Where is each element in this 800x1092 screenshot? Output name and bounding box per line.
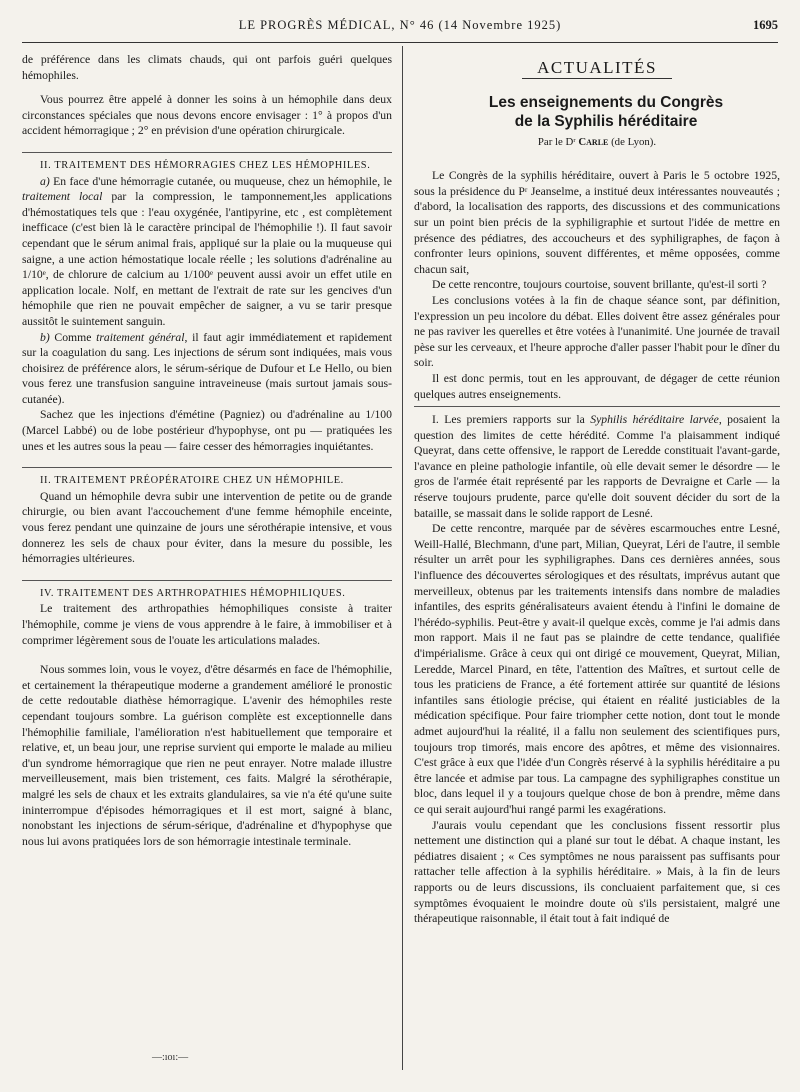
body-paragraph: b) Comme traitement général, il faut agir immédiatement et rapidement sur la coagulation du sang. Les injections de sérum sont indiquées, mais vous choisirez de préférence alors, le sérum-sérique de Dufour et Le Hello, ou bien vous ferez une transfusion sanguine intraveineuse (mais surtout jamais sous-cutanée). <box>22 330 392 406</box>
body-paragraph: I. Les premiers rapports sur la Syphilis héréditaire larvée, posaient la question des limites de cette hérédité. Comme l'a plaisamment indiqué Queyrat, dans cette offensive, le rapport de Leredde constituait l'avant-garde, l'avance en pleine pathologie infantile, où elle devait semer le désordre — le gros de l'armée était représenté par les rapports de Devraigne et Carle — la réserve toujours prudente, parce qu'elle doit souvent décider du sort de la bataille, se massait dans le solide rapport de Lesné. <box>414 413 780 520</box>
section-heading: IV. TRAITEMENT DES ARTHROPATHIES HÉMOPHILIQUES. <box>40 587 346 599</box>
conclusion-paragraph: Nous sommes loin, vous le voyez, d'être désarmés en face de l'hémophilie, et certainement la thérapeutique moderne a grandement amélioré le pronostic de cette redoutable diathèse hémorragique. L'avenir des hémophiles reste cependant toujours sombre. La guérison complète est exceptionnelle dans l'hémophilie familiale, l'amélioration n'est habituellement que temporaire et relative, et, un beau jour, une reprise survient qui emporte le malade au milieu d'un syndrome hémorragique que rien ne peut enrayer. Notre malade illustre merveilleusement, mais bien tristement, ces faits. Malgré la sérothérapie, malgré les sels de chaux et les extraits glandulaires, sa vie n'a été qu'une suite ininterrompue d'épisodes hémorragiques et il est mort, saigné à blanc, nonobstant les injections de sérum-sérique, d'adrénaline et d'hypophyse que nous lui avons pratiquées lors de son hémorragie intestinale terminale. <box>22 663 392 848</box>
body-paragraph: Le Congrès de la syphilis héréditaire, ouvert à Paris le 5 octobre 1925, sous la présidence du Pʳ Jeanselme, a institué deux intéressantes nouveautés ; d'abord, la localisation des rapports, des discussions et des communications sur un point bien précis de la syphiligraphie et surtout l'idée de mettre en présence des pédiatres, des accoucheurs et des syphiligraphes, de façon à confronter leurs opinions, souvent différentes, et même opposées, comme chacun sait, <box>414 169 780 276</box>
section-divider <box>414 406 780 407</box>
column-rule <box>402 46 403 1070</box>
article-title: Les enseignements du Congrès <box>488 93 724 111</box>
body-paragraph: a) En face d'une hémorragie cutanée, ou muqueuse, chez un hémophile, le traitement local par la compression, le tamponnement,les applications d'hémostatiques tels que : l'eau oxygénée, l'antipyrine, etc , est complètement inefficace (c'est bien là le caractère principal de l'hémophilie !). Il faut savoir cependant que le sérum animal frais, appliqué sur la plaie ou la muqueuse qui saigne, a une action hémostatique locale réelle ; les solutions d'adrénaline au 1/10ᵉ, de chlorure de calcium au 1/100ᵉ peuvent aussi avoir un effet utile en application locale. Nolf, en mettant de l'extrait de rate sur les gencives d'un hémophile que rien ne pouvait empêcher de saigner, a vu se tarir presque aussitôt le suintement sanguin. <box>22 174 392 328</box>
emphasis: traitement général <box>96 330 185 344</box>
intro-paragraph: de préférence dans les climats chauds, qui ont parfois guéri quelques hémophiles. <box>22 53 392 82</box>
article-title: de la Syphilis héréditaire <box>514 112 698 130</box>
body-paragraph: De cette rencontre, marquée par de sévères escarmouches entre Lesné, Weill-Hallé, Blechmann, d'une part, Milian, Queyrat, Léri de l'autre, il semble résulter un arrêt pour les syphiligraphes. Dans ces dernières années, sous l'influence des découvertes sérologiques et des résultats, imprévus autant que merveilleux, obtenus par les traitements intensifs dans nombre de maladies infantiles, des esprits généralisateurs avaient étendu à l'infini le domaine de l'hérédo-syphilis. Peut-être y avait-il quelque excès, comme je l'ai admis dans mon rapport. Mais il ne faut pas se plaindre de cette tendance, qualifiée d'impérialisme. Grâce à ceux qui ont dirigé ce mouvement, Queyrat, Milian, Leredde, Marcel Pinard, en tête, l'attention des Maîtres, et surtout celle de tous les praticiens de France, a été fortement attirée sur quantité de lésions infantiles sans étiologie précise, qui étaient en réalité justiciables de la médication spécifique. Pour faire triompher cette notion, dont tout le monde admet aujourd'hui la réalité, il a fallu non seulement des scientifiques purs, toujours trop timorés, mais encore des apôtres, et même des visionnaires. C'est grâce à eux que l'idée d'un Congrès réservé à la syphilis héréditaire a pu être lancée et admise par tous. La campagne des syphiligraphes constitue un bloc, dans lequel il y a toujours quelque chose de bon à prendre, même dans ce qui serait aujourd'hui rangé parmi les exagérations. <box>414 522 780 816</box>
end-ornament: —:ıoı:— <box>152 1052 189 1063</box>
page-number: 1695 <box>753 18 778 32</box>
emphasis: traitement local <box>22 190 103 204</box>
item-marker: a) <box>40 174 50 188</box>
section-heading: II. TRAITEMENT PRÉOPÉRATOIRE CHEZ UN HÉMOPHILE. <box>40 475 344 487</box>
rubric-underline <box>522 78 672 79</box>
left-column <box>22 52 392 1060</box>
byline: Par le Dʳ Carle (de Lyon). <box>537 135 657 148</box>
body-paragraph: Les conclusions votées à la fin de chaque séance sont, par définition, l'expression un peu incolore du débat. Elles doivent être assez générales pour ne pas raviver les querelles et être votées à l'unanimité. Une journée de travail pèse sur les cerveaux, et l'heure approche d'aller passer l'habit pour le dîner du soir. <box>414 293 780 370</box>
section-rubric: ACTUALITÉS <box>537 58 657 77</box>
right-column <box>414 52 780 1060</box>
author-name: Carle <box>578 135 609 148</box>
body-paragraph: Le traitement des arthropathies hémophiliques consiste à traiter l'hémophile, comme je viens de vous apprendre à le faire, à immobiliser et à comprimer légèrement sous de l'ouate les articulations malades. <box>22 602 392 647</box>
body-paragraph: J'aurais voulu cependant que les conclusions fissent ressortir plus nettement une distinction qui a plané sur tout le débat. A chaque instant, les pédiatres disaient ; « Ces symptômes ne nous paraissent pas suffisants pour rattacher telle affection à la syphilis héréditaire. » Mais, à la fin de leurs rapports ou de leurs discussions, ils concluaient parfaitement que, si ces symptômes évoquaient le moindre doute où s'ils persistaient, malgré une thérapeutique raisonnable, il était tout à fait indiqué de <box>414 818 780 926</box>
body-paragraph: Il est donc permis, tout en les approuvant, de dégager de cette réunion quelques autres enseignements. <box>414 371 780 401</box>
body-paragraph: Sachez que les injections d'émétine (Pagniez) ou d'adrénaline au 1/100 (Marcel Labbé) ou de lobe postérieur d'hypophyse, ont pu — pratiquées les unes et les autres sous la peau — faire cesser des hémorragies inquiétantes. <box>22 408 392 453</box>
body-paragraph: Quand un hémophile devra subir une intervention de petite ou de grande chirurgie, ou bien avant l'accouchement d'une femme hémophile enceinte, vous ferez pendant une quinzaine de jours une sérothérapie intensive, et vous donnerez les sels de chaux pour éviter, dans la mesure du possible, les hémorragies ultérieures. <box>22 489 392 566</box>
body-paragraph: De cette rencontre, toujours courtoise, souvent brillante, qu'est-il sorti ? <box>432 278 767 292</box>
emphasis: Syphilis héréditaire larvée <box>590 413 719 427</box>
intro-paragraph: Vous pourrez être appelé à donner les soins à un hémophile dans deux circonstances spéciales que nous devons encore envisager : 1° à propos d'un accident hémorragique ; 2° en prévision d'une opération chirurgicale. <box>22 93 392 138</box>
section-divider <box>22 580 392 581</box>
section-divider <box>22 467 392 468</box>
running-header <box>22 8 778 43</box>
running-title: LE PROGRÈS MÉDICAL, N° 46 (14 Novembre 1925) <box>238 18 562 32</box>
section-heading: II. TRAITEMENT DES HÉMORRAGIES CHEZ LES HÉMOPHILES. <box>40 159 371 171</box>
item-marker: b) <box>40 330 50 344</box>
section-divider <box>22 152 392 153</box>
